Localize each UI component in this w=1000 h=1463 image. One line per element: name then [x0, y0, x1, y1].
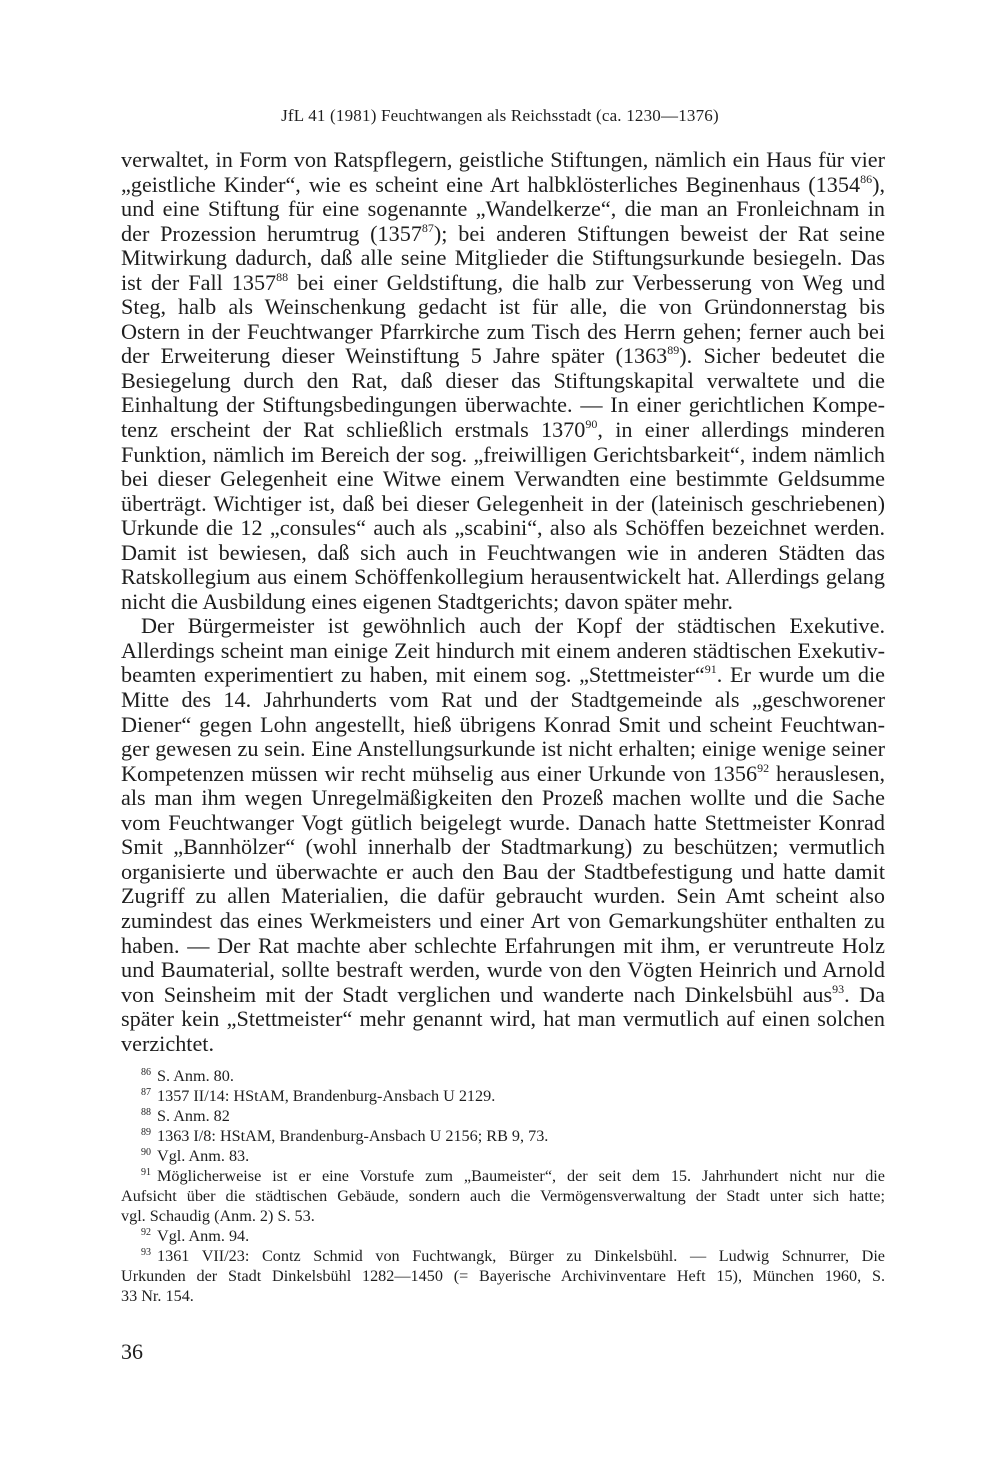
footnote-text: Vgl. Anm. 94. — [157, 1227, 250, 1245]
body-line — [121, 1032, 885, 1057]
body-text — [121, 148, 885, 1056]
body-line — [121, 369, 885, 394]
body-line-text: Mitwirkung dadurch, daß alle seine Mitglieder die Stiftungsurkunde besiegeln. Das — [121, 245, 885, 271]
body-line — [121, 663, 885, 688]
footnote-continuation: 33 Nr. 154. — [121, 1287, 194, 1305]
body-line-text: Besiegelung durch den Rat, daß dieser das Stiftungskapital verwaltete und die — [121, 367, 885, 393]
footnote-number: 88 — [141, 1107, 151, 1118]
body-line — [121, 762, 885, 787]
body-line — [121, 246, 885, 271]
body-line — [121, 443, 885, 468]
body-line-text-after: herauslesen, — [769, 760, 885, 786]
body-line-text: Steg, halb als Weinschenkung gedacht ist für alle, die von Gründonnerstag bis — [121, 294, 885, 320]
footnote — [121, 1166, 885, 1186]
footnote-text: Möglicherweise ist er eine Vorstufe zum „Baumeister“, der seit dem 15. Jahrhundert nicht nur die — [157, 1167, 885, 1185]
body-line-text-after: . Er wurde um die — [716, 662, 885, 688]
body-line — [121, 467, 885, 492]
footnote-number: 93 — [141, 1247, 151, 1258]
footnote — [121, 1106, 885, 1126]
footnote-text: 1361 VII/23: Contz Schmid von Fuchtwangk, Bürger zu Dinkelsbühl. — Ludwig Schnurrer, Die — [157, 1247, 885, 1265]
footnote-number: 87 — [141, 1087, 151, 1098]
body-line-text: verzichtet. — [121, 1030, 215, 1056]
body-line — [121, 1007, 885, 1032]
body-line — [121, 197, 885, 222]
body-line-text: der Erweiterung dieser Weinstiftung 5 Jahre später (1363 — [121, 343, 668, 369]
body-line — [121, 688, 885, 713]
body-line-text-after: bei einer Geldstiftung, die halb zur Verbesserung von Weg und — [288, 269, 885, 295]
body-line — [121, 713, 885, 738]
body-line-text: organisierte und überwachte er auch den Bau der Stadtbefestigung und hatte damit — [121, 858, 885, 884]
footnote-marker: 92 — [757, 760, 770, 775]
footnote — [121, 1066, 885, 1086]
body-line — [121, 590, 885, 615]
body-line-text: beamten experimentiert zu haben, mit einem sog. „Stettmeister“ — [121, 662, 705, 688]
body-line-text: und eine Stiftung für eine sogenannte „Wandelkerze“, die man an Fronleichnam in — [121, 196, 885, 222]
body-line-text: Ostern in der Feuchtwanger Pfarrkirche zum Tisch des Herrn gehen; ferner auch bei — [121, 318, 885, 344]
body-line — [121, 516, 885, 541]
body-line-text: Kompetenzen müssen wir recht mühselig aus einer Urkunde von 1356 — [121, 760, 758, 786]
body-line — [121, 222, 885, 247]
body-line-text: Der Bürgermeister ist gewöhnlich auch der Kopf der städtischen Exekutive. — [141, 613, 885, 639]
body-line-text-after: . Da — [844, 981, 885, 1007]
footnote-number: 92 — [141, 1227, 151, 1238]
body-line-text: ist der Fall 1357 — [121, 269, 277, 295]
footnote-marker: 91 — [704, 662, 717, 677]
body-line — [121, 860, 885, 885]
body-line — [121, 492, 885, 517]
footnote-marker: 89 — [667, 343, 680, 358]
body-line — [121, 565, 885, 590]
footnote-marker: 90 — [585, 417, 598, 432]
body-line — [121, 541, 885, 566]
footnote-continuation: Aufsicht über die städtischen Gebäude, sondern auch die Vermögensverwaltung der Stadt unter sich hatte; — [121, 1187, 885, 1205]
footnote-number: 86 — [141, 1067, 151, 1078]
body-line-text: nicht die Ausbildung eines eigenen Stadtgerichts; davon später mehr. — [121, 588, 733, 614]
footnote — [121, 1086, 885, 1106]
body-line — [121, 344, 885, 369]
body-line-text: Mitte des 14. Jahrhunderts vom Rat und der Stadtgemeinde als „geschworener — [121, 687, 885, 713]
footnotes — [121, 1066, 885, 1306]
running-head: JfL 41 (1981) Feuchtwangen als Reichsstadt (ca. 1230—1376) — [281, 106, 719, 125]
body-line — [121, 737, 885, 762]
body-line-text: haben. — Der Rat machte aber schlechte Erfahrungen mit ihm, er veruntreute Holz — [121, 932, 885, 958]
footnote-text: 1363 I/8: HStAM, Brandenburg-Ansbach U 2156; RB 9, 73. — [157, 1127, 549, 1145]
footnote — [121, 1126, 885, 1146]
footnote-text: S. Anm. 80. — [157, 1067, 234, 1085]
body-line-text: später kein „Stettmeister“ mehr genannt wird, hat man vermutlich auf einen solchen — [121, 1006, 885, 1032]
body-line — [121, 271, 885, 296]
body-line-text: Smit „Bannhölzer“ (wohl innerhalb der Stadtmarkung) zu beschützen; vermutlich — [121, 834, 885, 860]
body-line — [121, 173, 885, 198]
body-line — [121, 909, 885, 934]
body-line — [121, 835, 885, 860]
footnote-marker: 93 — [832, 981, 845, 996]
footnote-number: 90 — [141, 1147, 151, 1158]
footnote-continuation: vgl. Schaudig (Anm. 2) S. 53. — [121, 1207, 315, 1225]
body-line-text: Einhaltung der Stiftungsbedingungen überwachte. — In einer gerichtlichen Kompe- — [121, 392, 885, 418]
body-line-text: verwaltet, in Form von Ratspflegern, geistliche Stiftungen, nämlich ein Haus für vier — [121, 147, 885, 172]
footnote-number: 89 — [141, 1127, 151, 1138]
body-line-text-after: ), — [872, 171, 885, 197]
body-line-text: der Prozession herumtrug (1357 — [121, 220, 422, 246]
footnote-marker: 88 — [276, 269, 289, 284]
body-line-text: von Seinsheim mit der Stadt verglichen und wanderte nach Dinkelsbühl aus — [121, 981, 833, 1007]
body-line-text-after: ). Sicher bedeutet die — [679, 343, 885, 369]
footnote — [121, 1226, 885, 1246]
body-line-text: und Baumaterial, sollte bestraft werden, wurde von den Vögten Heinrich und Arnold — [121, 957, 885, 983]
body-line-text: Diener“ gegen Lohn angestellt, hieß übrigens Konrad Smit und scheint Feuchtwan- — [121, 711, 885, 737]
body-line — [121, 934, 885, 959]
body-line — [121, 148, 885, 173]
body-line-text: vom Feuchtwanger Vogt gütlich beigelegt wurde. Danach hatte Stettmeister Konrad — [121, 809, 885, 835]
body-line — [121, 811, 885, 836]
body-line-text: ger gewesen zu sein. Eine Anstellungsurkunde ist nicht erhalten; einige wenige seiner — [121, 736, 885, 762]
body-line — [121, 786, 885, 811]
body-line-text: als man ihm wegen Unregelmäßigkeiten den Prozeß machen wollte und die Sache — [121, 785, 885, 811]
footnote-text: 1357 II/14: HStAM, Brandenburg-Ansbach U 2129. — [157, 1087, 496, 1105]
body-line-text: bei dieser Gelegenheit eine Witwe einem Verwandten eine bestimmte Geldsumme — [121, 466, 885, 492]
body-line-text: zumindest das eines Werkmeisters und einer Art von Gemarkungshüter enthalten zu — [121, 907, 885, 933]
footnote — [121, 1146, 885, 1166]
footnote-continuation: Urkunden der Stadt Dinkelsbühl 1282—1450 (= Bayerische Archivinventare Heft 15), München 1960, S. — [121, 1267, 885, 1285]
body-line-text: „geistliche Kinder“, wie es scheint eine Art halbklösterliches Beginenhaus (1354 — [121, 171, 861, 197]
body-line — [121, 418, 885, 443]
body-line — [121, 320, 885, 345]
body-line-text: Funktion, nämlich im Bereich der sog. „freiwilligen Gerichtsbarkeit“, indem nämlich — [121, 441, 885, 467]
footnote-number: 91 — [141, 1167, 151, 1178]
page-number: 36 — [121, 1339, 143, 1364]
body-line-text-after: ); bei anderen Stiftungen beweist der Rat seine — [433, 220, 886, 246]
body-line-text: Damit ist bewiesen, daß sich auch in Feuchtwangen wie in anderen Städten das — [121, 539, 885, 565]
body-line-text: Allerdings scheint man einige Zeit hindurch mit einem anderen städtischen Exekutiv- — [121, 637, 885, 663]
body-line — [121, 884, 885, 909]
body-line — [121, 983, 885, 1008]
body-line-text: Ratskollegium aus einem Schöffenkollegium herausentwickelt hat. Allerdings gelang — [121, 564, 885, 590]
footnote-text: S. Anm. 82 — [157, 1107, 230, 1125]
body-line — [121, 295, 885, 320]
body-line-text-after: , in einer allerdings minderen — [597, 417, 885, 443]
body-line-text: Zugriff zu allen Materialien, die dafür gebraucht wurden. Sein Amt scheint also — [121, 883, 885, 909]
footnote — [121, 1246, 885, 1266]
body-line-text: überträgt. Wichtiger ist, daß bei dieser Gelegenheit in der (lateinisch geschriebenen) — [121, 490, 885, 516]
body-line — [121, 614, 885, 639]
footnote-marker: 86 — [860, 171, 873, 186]
body-line-text: tenz erscheint der Rat schließlich erstmals 1370 — [121, 417, 586, 443]
body-line — [121, 958, 885, 983]
body-line — [121, 639, 885, 664]
footnote-text: Vgl. Anm. 83. — [157, 1147, 250, 1165]
body-line — [121, 393, 885, 418]
footnote-marker: 87 — [421, 220, 434, 235]
body-line-text: Urkunde die 12 „consules“ auch als „scabini“, also als Schöffen bezeichnet werden. — [121, 515, 885, 541]
